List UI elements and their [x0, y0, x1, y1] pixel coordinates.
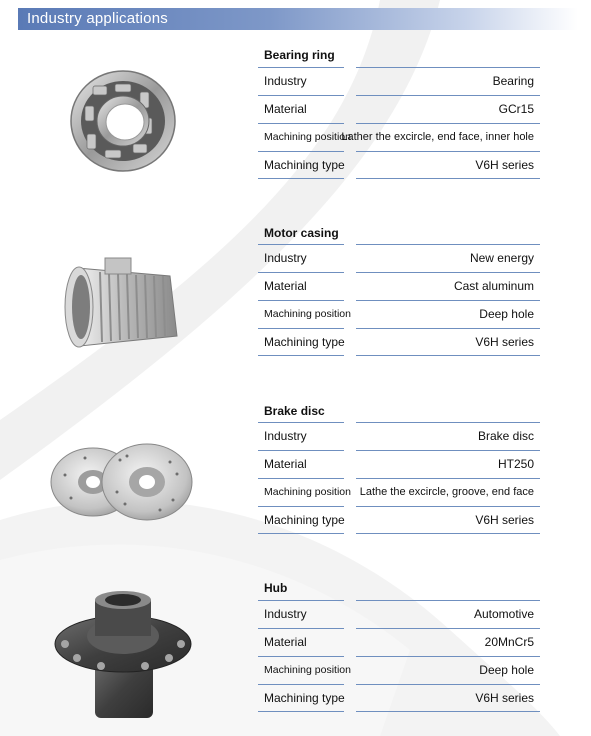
- spec-key: Industry: [264, 74, 307, 88]
- header-title: Industry applications: [27, 10, 168, 27]
- spec-value: Automotive: [473, 607, 534, 621]
- spec-value: V6H series: [475, 158, 534, 172]
- brake-disc-image: [45, 400, 195, 550]
- spec-key: Machining type: [264, 513, 345, 527]
- spec-key: Machining type: [264, 158, 345, 172]
- spec-value: Deep hole: [479, 307, 534, 321]
- spec-value: Bearing: [492, 74, 534, 88]
- spec-key: Machining position: [264, 308, 351, 320]
- spec-value: New energy: [469, 251, 534, 265]
- spec-row: [258, 684, 540, 712]
- section-header: [18, 8, 578, 30]
- hub-image: [45, 578, 195, 728]
- spec-row: [258, 506, 540, 534]
- spec-value: Cast aluminum: [453, 279, 534, 293]
- spec-title: Motor casing: [264, 226, 339, 240]
- spec-value: V6H series: [475, 691, 534, 705]
- spec-row: [258, 244, 540, 272]
- spec-row: [258, 422, 540, 450]
- spec-value: Lather the excircle, end face, inner hole: [341, 131, 534, 143]
- spec-key: Material: [264, 635, 307, 649]
- spec-row: [258, 478, 540, 506]
- spec-title: Brake disc: [264, 404, 325, 418]
- spec-key: Industry: [264, 251, 307, 265]
- spec-key: Industry: [264, 607, 307, 621]
- spec-value: 20MnCr5: [484, 635, 534, 649]
- motor-casing-image: [45, 228, 195, 378]
- spec-row: [258, 600, 540, 628]
- spec-row: [258, 656, 540, 684]
- spec-key: Material: [264, 279, 307, 293]
- spec-value: Lathe the excircle, groove, end face: [359, 486, 534, 498]
- spec-value: Brake disc: [477, 429, 534, 443]
- spec-key: Material: [264, 457, 307, 471]
- spec-key: Machining type: [264, 335, 345, 349]
- spec-row: [258, 67, 540, 95]
- spec-value: V6H series: [475, 335, 534, 349]
- spec-key: Machining position: [264, 664, 351, 676]
- spec-key: Material: [264, 102, 307, 116]
- spec-title: Bearing ring: [264, 48, 335, 62]
- spec-key: Machining position: [264, 486, 351, 498]
- spec-value: GCr15: [498, 102, 534, 116]
- spec-value: HT250: [497, 457, 534, 471]
- spec-row: [258, 328, 540, 356]
- spec-value: V6H series: [475, 513, 534, 527]
- spec-row: [258, 123, 540, 151]
- spec-row: [258, 95, 540, 123]
- spec-key: Industry: [264, 429, 307, 443]
- spec-row: [258, 628, 540, 656]
- spec-key: Machining type: [264, 691, 345, 705]
- spec-row: [258, 151, 540, 179]
- spec-key: Machining position: [264, 131, 351, 143]
- spec-row: [258, 272, 540, 300]
- spec-title: Hub: [264, 581, 288, 595]
- spec-row: [258, 300, 540, 328]
- bearing-ring-image: [45, 46, 195, 196]
- spec-row: [258, 450, 540, 478]
- spec-value: Deep hole: [479, 663, 534, 677]
